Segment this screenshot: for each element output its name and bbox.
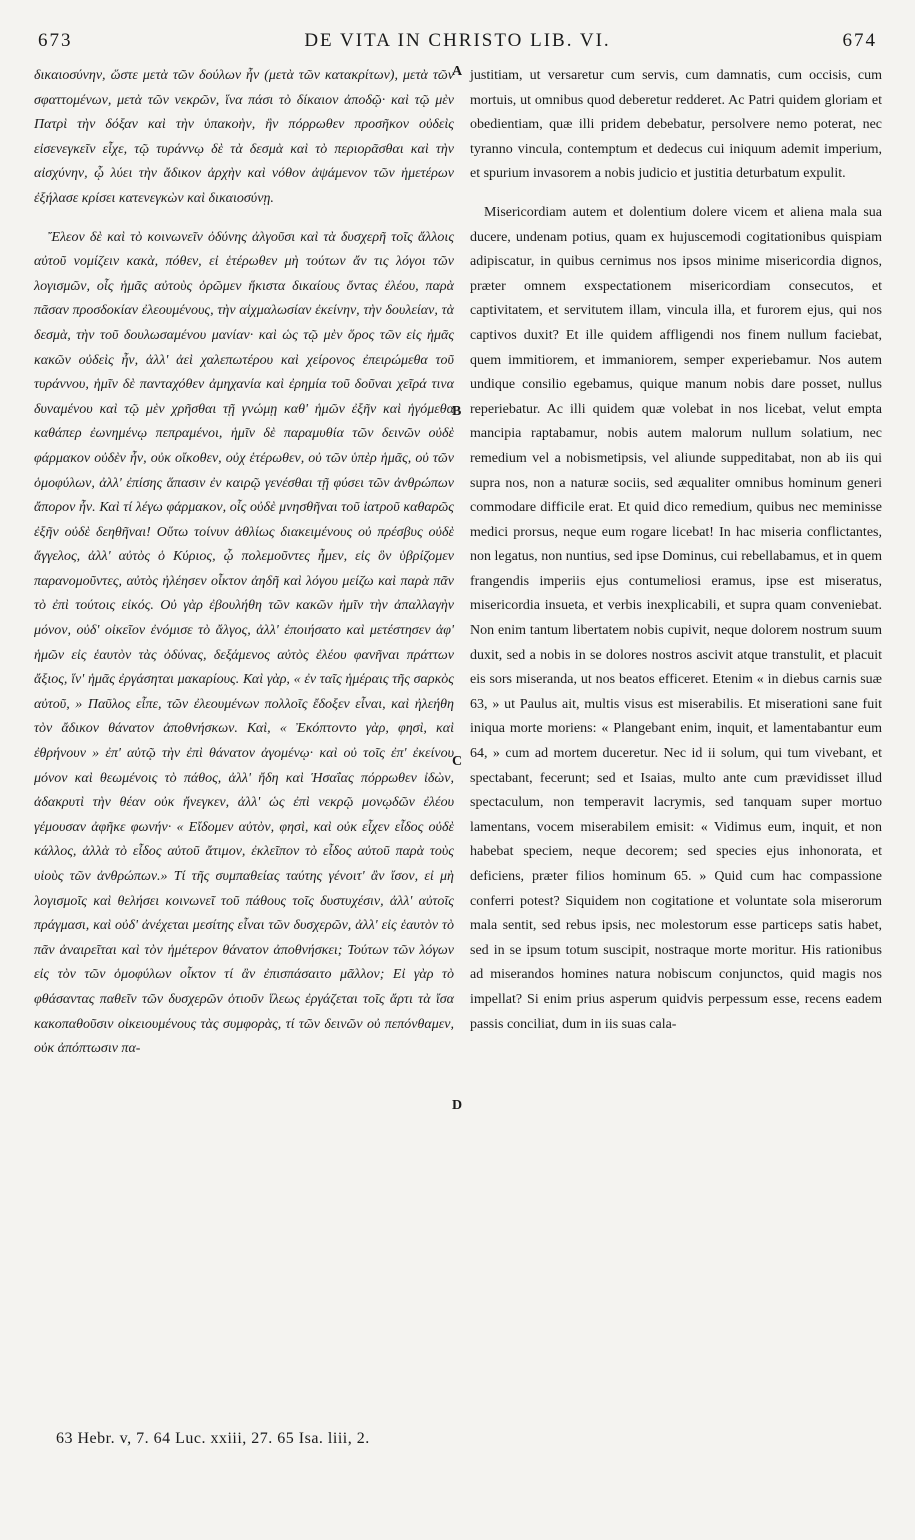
right-page-number: 674 <box>842 30 877 51</box>
latin-paragraph-2: Misericordiam autem et dolentium dolere vicem et aliena mala sua ducere, undenam potius, quam ex hujuscemodi cogitationibus quispiam adipiscatur, in quibus cernimus nos ipsos minime misericordia dignos, præter omnem exspectationem misericordiam consecutos, et captivitatem, et servitutem illam, vincula illa, et furorem ejus, qui nos captivos duxit? Et ille quidem affligendi nos finem nullum faciebat, quem immitiorem, et immaniorem, semper experiebamur. Nos autem undique consilio egebamus, quique manum nobis dare posset, nullus reperiebatur. Ac illi quidem quæ volebat in nos licebat, velut empta mancipia raptabamur, nobis autem malorum nullum solatium, nec remedium vel a nobismetipsis, vel aliunde suppeditabat, non ab iis qui supra nos, non a naturæ sociis, sed æqualiter omnibus hominum generi commodare difficile erat. Et quid dico remedium, quibus nec meminisse medici prorsus, neque eum rogare licebat! In hac miseria conflictantes, non legatus, non nuntius, sed ipse Dominus, cui rebellabamus, et in quem frangendis imperiis ejus contumeliosi eramus, ipse est miseratus, misericordia insueta, et verbis inexplicabili, et supra quam conveniebat. Non enim tantum libertatem nobis cupivit, neque dolorem nostrum suum duxit, sed a nobis in se dolores nostros ascivit atque transtulit, et placuit eis sors miseranda, ut nos beatos efficeret. Etenim « in diebus carnis suæ 63, » ut Paulus ait, multis visus est miserabilis. Et miserationi sane fuit iniqua morte moriens: « Plangebant enim, inquit, et lamentabantur eum 64, » cum ad mortem duceretur. Nec id ii solum, qui tum vivebant, et spectabant, fecerunt; sed et Isaias, multo ante cum prævidisset illud spectaculum, non temperavit lacrymis, sed tanquam super mortuo lamentans, vocem miserabilem emisit: « Vidimus eum, inquit, et non habebat speciem, neque decorem; sed species ejus inhonorata, et deficiens, præter filios hominum 65. » Quid cum hac compassione conferri potest? Siquidem non cogitatione et voluntate sola miserorum mala sentit, sed rebus ipsis, nec molestorum esse particeps satis habet, sed in se ipsum totum suscipit, nostraque morte moritur. His rationibus ad miserandos homines natura nobiscum conjunctos, quid magis nos impellat? Si enim prius asperum quidvis perpessum esse, recens eadem passis conciliat, dum in iis suas cala- <box>470 204 882 1032</box>
running-header <box>38 30 877 58</box>
latin-paragraph-1: justitiam, ut versaretur cum servis, cum damnatis, cum occisis, cum mortuis, ut omnibus quod deberetur redderet. Ac Patri quidem gloriam et obedientiam, quæ illi pridem debebatur, persolvere nemo poterat, nec tyranno vincula, contemptum et dedecus cui iniquum ademit imperium, et spurium invasorem a nobis judicio et justitia deturbatum expulit. <box>470 68 882 182</box>
section-marker-b: B <box>452 404 462 419</box>
footnotes: 63 Hebr. v, 7. 64 Luc. xxiii, 27. 65 Isa. liii, 2. <box>56 1430 370 1447</box>
section-marker-c: C <box>452 754 463 769</box>
section-marker-a: A <box>452 64 463 79</box>
greek-column <box>34 64 454 1062</box>
running-title: DE VITA IN CHRISTO LIB. VI. <box>304 30 611 51</box>
left-page-number: 673 <box>38 30 73 51</box>
section-marker-d: D <box>452 1098 463 1113</box>
greek-paragraph-1: δικαιοσύνην, ὥστε μετὰ τῶν δούλων ἦν (μετὰ τῶν κατακρίτων), μετὰ τῶν σφαττομένων, μετὰ τῶν νεκρῶν, ἵνα πάσι τὸ δίκαιον ἀποδῷ· καὶ τῷ μὲν Πατρὶ τὴν δόξαν καὶ τὴν ὑπακοὴν, ἣν πόρρωθεν προσῆκον οὐδεὶς εἰσενεγκεῖν εἶχε, τῷ τυράννῳ δὲ τὰ δεσμὰ καὶ τὸ περιορᾶσθαι καὶ τὴν αἰσχύνην, ᾧ λύει τὴν ἄδικον ἀρχὴν καὶ νόθον ἀψάμενον τῶν ἡμετέρων ἐξήλασε κρίσει κατενεγκὼν καὶ δικαιοσύνῃ. <box>34 68 454 206</box>
latin-column <box>470 64 882 1037</box>
greek-paragraph-2: Ἔλεον δὲ καὶ τὸ κοινωνεῖν ὀδύνης ἀλγοῦσι καὶ τὰ δυσχερῆ τοῖς ἄλλοις αὐτοῦ νομίζειν κακὰ, πόθεν, εἰ ἑτέρωθεν μὴ τούτων ἄν τις λόγοι τῶν λογισμῶν, οἷς ἡμᾶς αὐτοὺς ὁρῶμεν ἥκιστα δικαίους ὄντας ἐλέου, παρὰ πᾶσαν προσδοκίαν ἐλεουμένους, τὴν αἰχμαλωσίαν ἐκείνην, τὴν δουλείαν, τὰ δεσμὰ, τὴν τοῦ δουλωσαμένου μανίαν· καὶ ὡς τῷ μὲν ὅρος τῶν εἰς ἡμᾶς κακῶν οὐδεὶς ἦν, ἀλλ' ἀεὶ χαλεπωτέρου καὶ χείρονος ἐπειρώμεθα τοῦ τυράννου, ἡμῖν δὲ πανταχόθεν ἀμηχανία καὶ ἐρημία τοῦ δοῦναι χεῖρά τινα δυναμένου καὶ τῷ μὲν χρῆσθαι τῇ γνώμῃ καθ' ἡμῶν ἐξῆν καὶ ἡγόμεθα καθάπερ ἐωνημένῳ πεπραμένοι, ἡμῖν δὲ παραμυθία τῶν δεινῶν οὐδὲ φάρμακον οὐδὲν ἦν, οὐκ οἴκοθεν, οὐχ ἑτέρωθεν, οὐ τῶν ὑπὲρ ἡμᾶς, οὐ τῶν ὁμοφύλων, ἀλλ' ἐπίσης ἅπασιν ἐν καιρῷ γενέσθαι τῇ φύσει τῶν ἀνθρώπων ἄπορον ἦν. Καὶ τί λέγω φάρμακον, οἷς οὐδὲ μνησθῆναι τοῦ ἰατροῦ καθαρῶς ἐξῆν οὐδὲ δεηθῆναι! Οὕτω τοίνυν ἀθλίως διακειμένους οὐ πρέσβυς οὐδὲ ἄγγελος, ἀλλ' αὐτὸς ὁ Κύριος, ᾧ πολεμοῦντες ἦμεν, εἰς ὃν ὑβρίζομεν παρανομοῦντες, αὐτὸς ἠλέησεν οἶκτον ἀηδῆ καὶ λόγου μείζω καὶ παρὰ πᾶν τὸ ἐπὶ τούτοις εἰκός. Οὐ γὰρ ἐβουλήθη τῶν κακῶν ἡμῖν τὴν ἀπαλλαγὴν μόνον, οὐδ' οἰκεῖον ἐνόμισε τὸ ἄλγος, ἀλλ' ἐποιήσατο καὶ μετέστησεν ἀφ' ἡμῶν εἰς ἑαυτὸν τὰς ὀδύνας, δεξάμενος αὐτὸς ἐλέου φανῆναι πράττων ἄξιος, ἵν' ἡμᾶς ἐργάσηται μακαρίους. Καὶ γὰρ, « ἐν ταῖς ἡμέραις τῆς σαρκὸς αὐτοῦ, » Παῦλος εἶπε, τῶν ἐλεουμένων πολλοῖς ἔδοξεν εἶναι, καὶ ἠλεήθη τὸν ἄδικον θάνατον ἀποθνήσκων. Καὶ, « Ἐκόπτοντο γὰρ, φησὶ, καὶ ἐθρήνουν » ἐπ' αὐτῷ τὴν ἐπὶ θάνατον ἀγομένῳ· καὶ οὐ τοῖς ἐπ' ἐκείνου μόνον καὶ θεωμένοις τὸ πάθος, ἀλλ' ἤδη καὶ Ἡσαΐας πόρρωθεν ἰδὼν, ἀδακρυτὶ τὴν θέαν οὐκ ἤνεγκεν, ἀλλ' ὡς ἐπὶ νεκρῷ μονῳδῶν ἐλέου γέμουσαν ἀφῆκε φωνήν· « Εἴδομεν αὐτὸν, φησὶ, καὶ οὐκ εἶχεν εἶδος οὐδὲ κάλλος, ἀλλὰ τὸ εἶδος αὐτοῦ ἄτιμον, ἐκλεῖπον τὸ εἶδος αὐτοῦ παρὰ τοὺς υἱοὺς τῶν ἀνθρώπων.» Τί τῆς συμπαθείας ταύτης γένοιτ' ἂν ἴσον, εἰ μὴ λογισμοῖς καὶ θελήσει κοινωνεῖ τοῦ πάθους τοῖς δυστυχέσιν, ἀλλ' αὐτοῖς πράγμασι, καὶ οὐδ' ἀνέχεται μεσίτης εἶναι τῶν δυσχερῶν, ἀλλ' εἰς ἑαυτὸν τὸ πᾶν ἀναιρεῖται καὶ τὸν ἡμέτερον θάνατον ἀποθνήσκει; Τούτων τῶν λόγων εἰς τὸν τῶν ὁμοφύλων οἶκτον τί ἂν ἐπισπάσαιτο μᾶλλον; Εἰ γὰρ τὸ φθάσαντας παθεῖν τῶν δυσχερῶν ὁτιοῦν ἵλεως ἐργάζεται τοῖς ἄρτι τὰ ἴσα κακοπαθοῦσιν οἰκειουμένους τὰς συμφορὰς, τί τῶν δεινῶν οὐ πεπόνθαμεν, οὐκ ἀπόπτωσιν πα- <box>34 229 454 1057</box>
